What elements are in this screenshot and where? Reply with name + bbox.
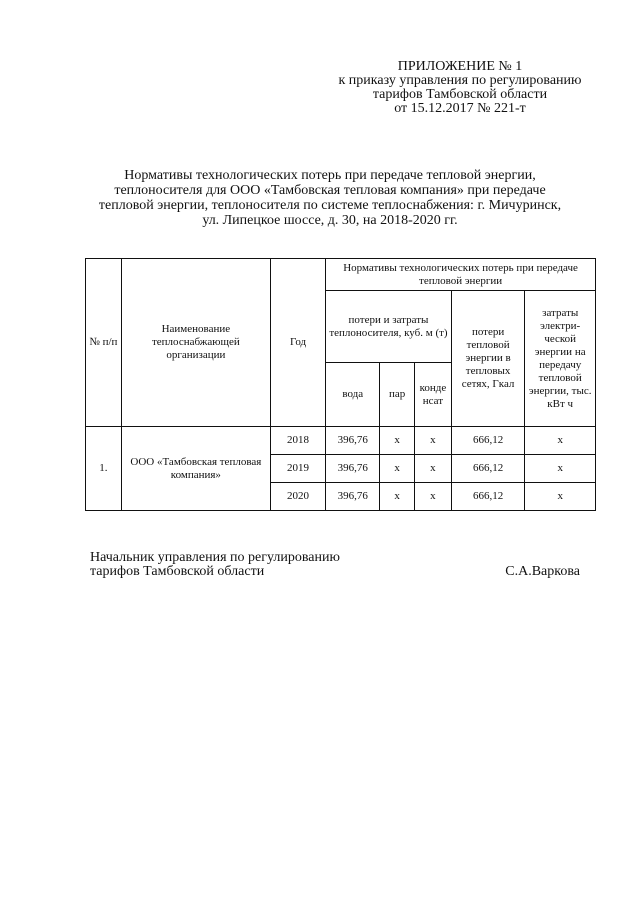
signatory-position: Начальник управления по регулированию — [90, 550, 340, 565]
cell-electricity: х — [525, 455, 596, 483]
header-norms: Нормативы технологических потерь при передаче тепловой энергии — [326, 259, 596, 291]
cell-heat-loss: 666,12 — [451, 455, 525, 483]
cell-steam: х — [380, 455, 415, 483]
header-coolant: потери и затраты теплоносителя, куб. м (т) — [326, 291, 452, 363]
cell-electricity: х — [525, 483, 596, 511]
title-line-2: теплоносителя для ООО «Тамбовская тепловая компания» при передаче — [114, 183, 546, 198]
appendix-order-date: от 15.12.2017 № 221-т — [394, 101, 526, 116]
appendix-header — [300, 60, 620, 116]
cell-water: 396,76 — [326, 483, 380, 511]
header-num: № п/п — [86, 259, 122, 427]
signatory-authority: тарифов Тамбовской области — [90, 564, 265, 579]
cell-electricity: х — [525, 427, 596, 455]
header-org: Наименование теплоснабжающей организации — [121, 259, 270, 427]
cell-year: 2019 — [270, 455, 325, 483]
title-line-1: Нормативы технологических потерь при передаче тепловой энергии, — [124, 168, 536, 183]
cell-water: 396,76 — [326, 427, 380, 455]
cell-steam: х — [380, 483, 415, 511]
norms-table — [85, 258, 596, 511]
header-year: Год — [270, 259, 325, 427]
org-name: ООО «Тамбовская тепловая компания» — [121, 427, 270, 511]
signature-block — [90, 551, 610, 579]
table-row — [86, 427, 596, 455]
title-line-3: тепловой энергии, теплоносителя по системе теплоснабжения: г. Мичуринск, — [98, 198, 562, 213]
cell-condensate: х — [415, 483, 452, 511]
cell-steam: х — [380, 427, 415, 455]
header-heat-loss: потери тепловой энергии в тепловых сетях, Гкал — [451, 291, 525, 427]
cell-heat-loss: 666,12 — [451, 483, 525, 511]
document-title — [70, 168, 590, 228]
cell-water: 396,76 — [326, 455, 380, 483]
appendix-order-ref: к приказу управления по регулированию — [338, 73, 582, 88]
header-steam: пар — [380, 363, 415, 427]
cell-year: 2018 — [270, 427, 325, 455]
cell-heat-loss: 666,12 — [451, 427, 525, 455]
appendix-number: ПРИЛОЖЕНИЕ № 1 — [397, 59, 523, 74]
appendix-authority: тарифов Тамбовской области — [372, 87, 548, 102]
header-water: вода — [326, 363, 380, 427]
header-condensate: конде нсат — [415, 363, 452, 427]
cell-year: 2020 — [270, 483, 325, 511]
cell-condensate: х — [415, 455, 452, 483]
header-electricity: затраты электри-ческой энергии на передачу тепловой энергии, тыс. кВт ч — [525, 291, 596, 427]
cell-condensate: х — [415, 427, 452, 455]
org-number: 1. — [86, 427, 122, 511]
signatory-name: С.А.Варкова — [505, 564, 580, 579]
title-line-4: ул. Липецкое шоссе, д. 30, на 2018-2020 гг. — [202, 213, 458, 228]
